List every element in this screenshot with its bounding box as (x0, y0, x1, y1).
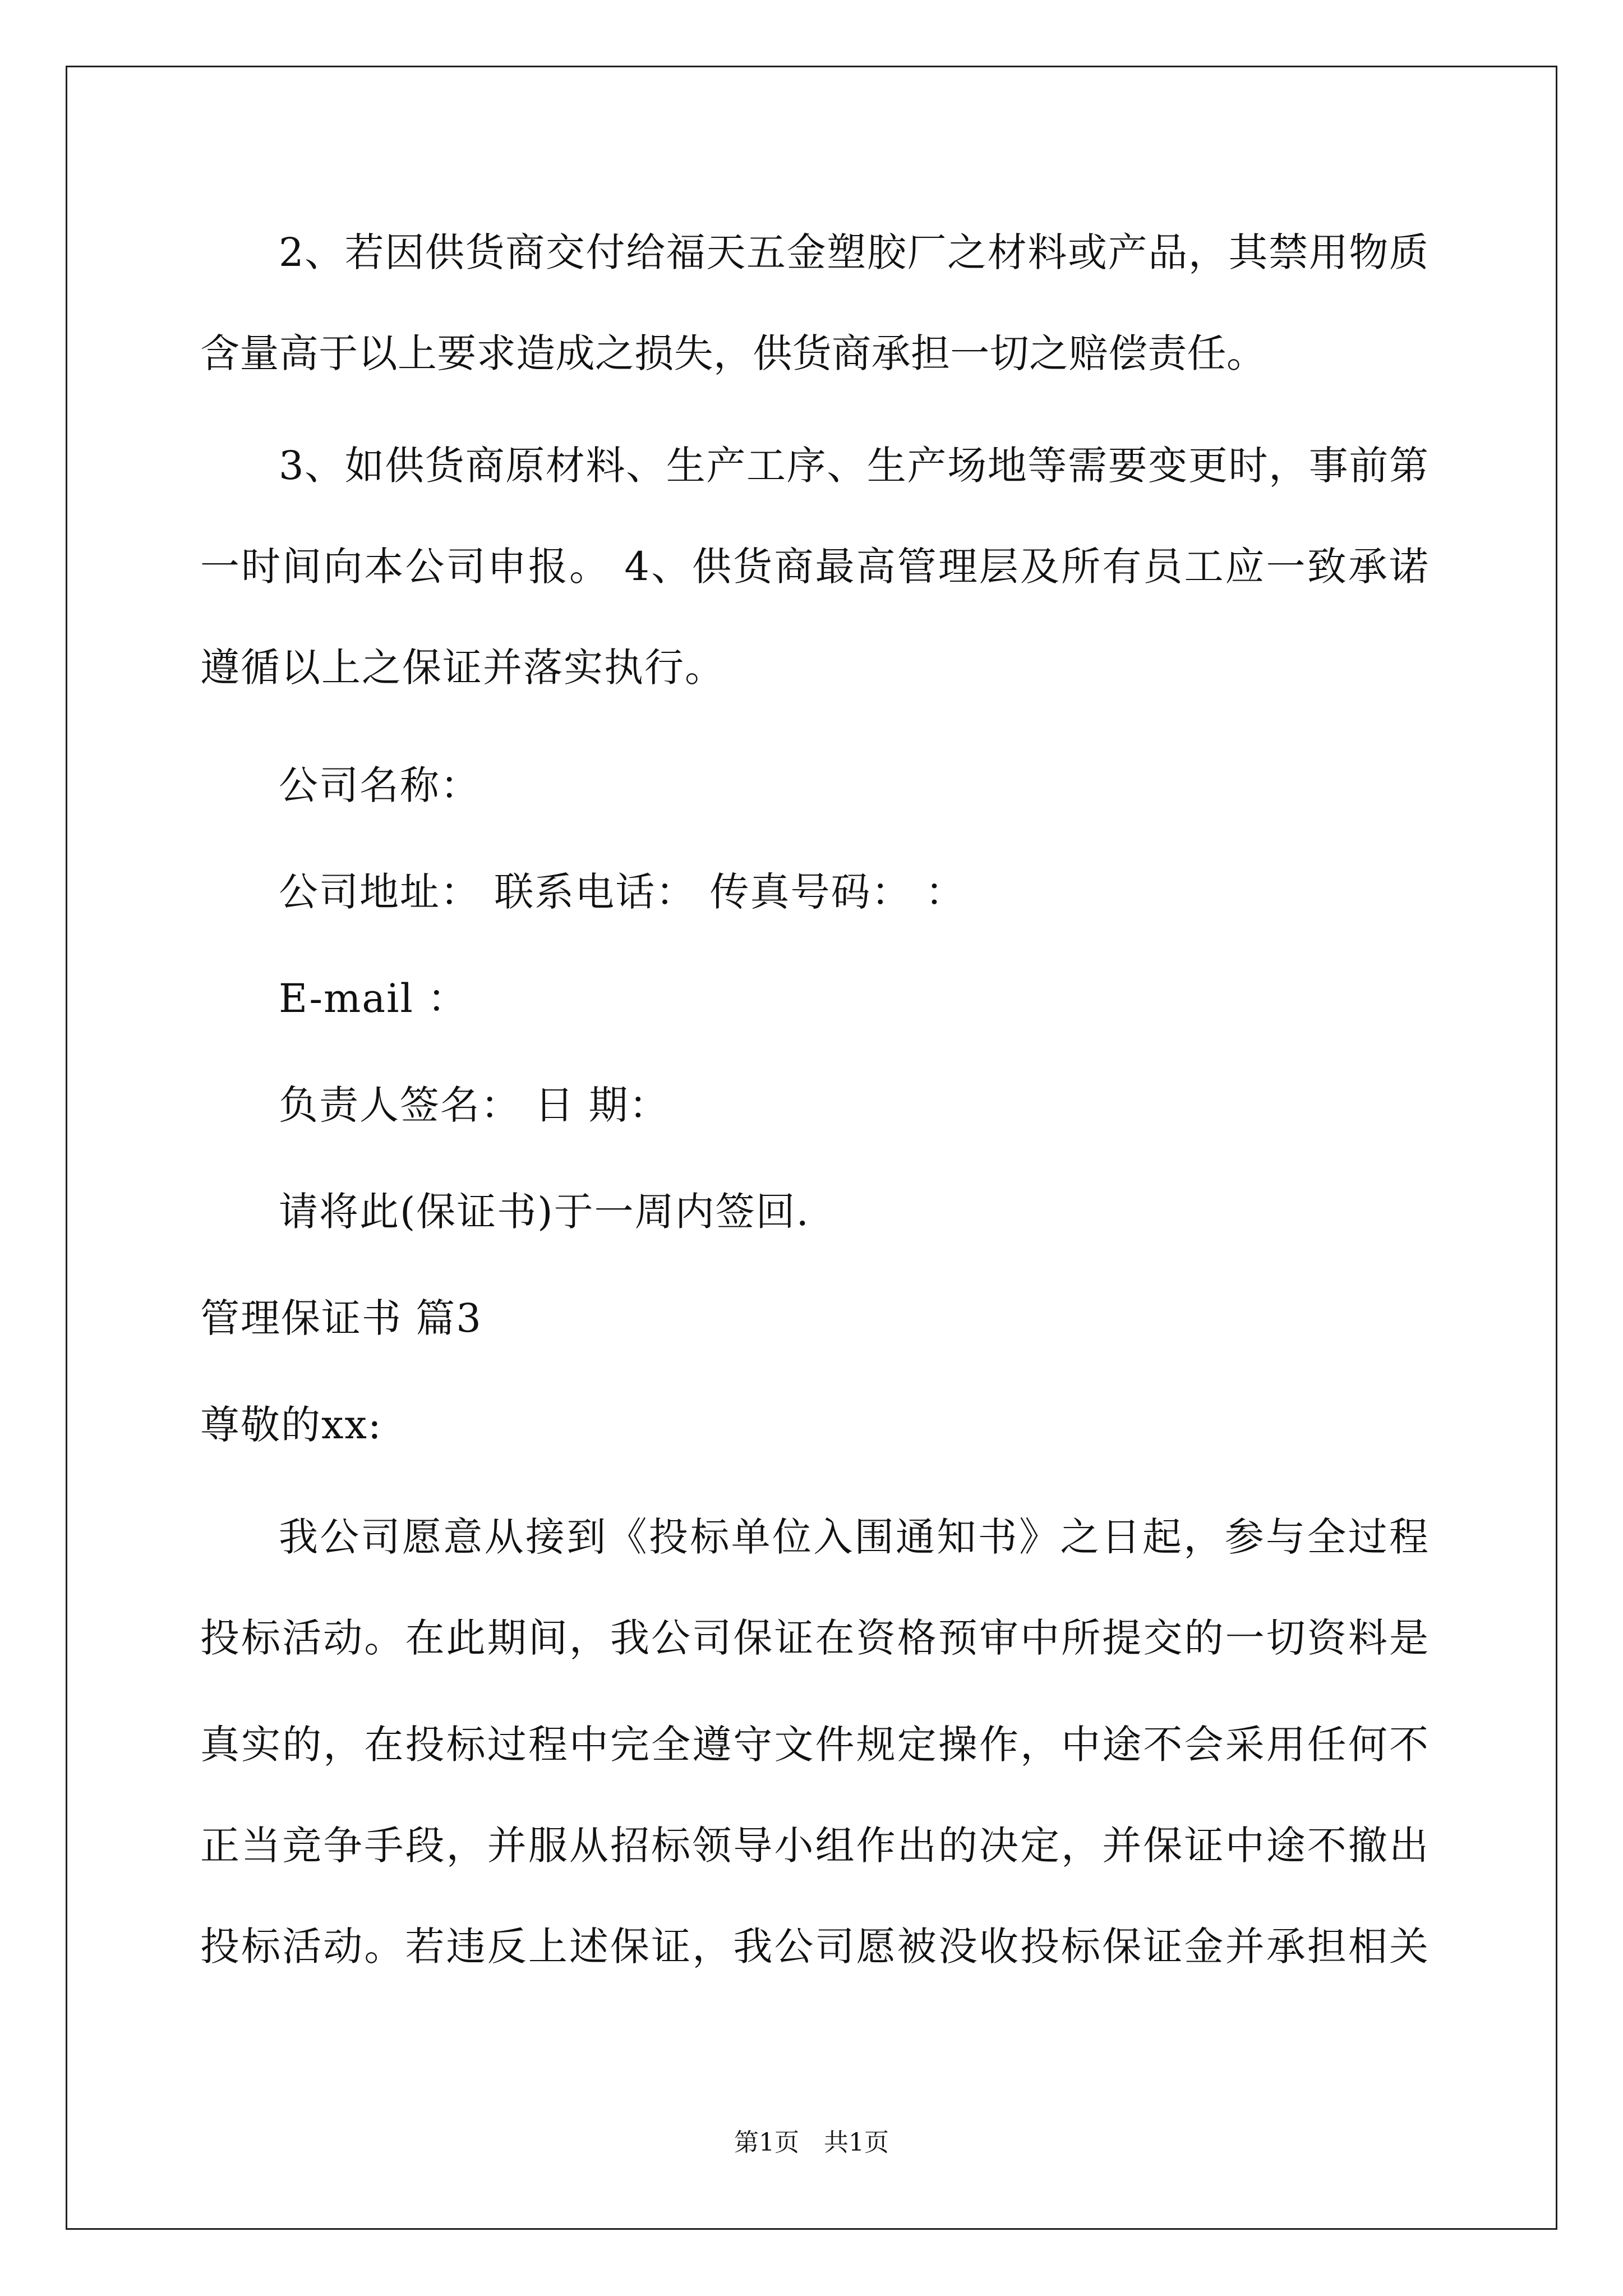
paragraph-line: 遵循以上之保证并落实执行。 (200, 645, 725, 691)
page-frame (66, 66, 1557, 2230)
contact-fields-line: 公司地址： 联系电话： 传真号码： ： (279, 869, 966, 915)
paragraph-line: 真实的，在投标过程中完全遵守文件规定操作，中途不会采用任何不 (200, 1722, 1428, 1768)
return-notice: 请将此(保证书)于一周内签回. (279, 1189, 810, 1235)
company-name-label: 公司名称： (279, 762, 481, 808)
paragraph-line: 2、若因供货商交付给福天五金塑胶厂之材料或产品，其禁用物质 (279, 229, 1428, 275)
page-footer: 第1页 共1页 (734, 2128, 889, 2157)
paragraph-line: 投标活动。在此期间，我公司保证在资格预审中所提交的一切资料是 (200, 1615, 1428, 1661)
paragraph-line: 我公司愿意从接到《投标单位入围通知书》之日起，参与全过程 (279, 1514, 1428, 1560)
section-heading: 管理保证书 篇3 (200, 1295, 482, 1341)
paragraph-line: 含量高于以上要求造成之损失，供货商承担一切之赔偿责任。 (200, 330, 1266, 376)
paragraph-line: 正当竞争手段，并服从招标领导小组作出的决定，并保证中途不撤出 (200, 1823, 1428, 1869)
email-label: E-mail ： (279, 976, 468, 1022)
paragraph-line: 一时间向本公司申报。 4、供货商最高管理层及所有员工应一致承诺 (200, 544, 1428, 590)
paragraph-line: 3、如供货商原材料、生产工序、生产场地等需要变更时，事前第 (279, 443, 1428, 489)
signature-date-line: 负责人签名： 日 期： (279, 1082, 670, 1128)
paragraph-line: 投标活动。若违反上述保证，我公司愿被没收投标保证金并承担相关 (200, 1924, 1428, 1970)
salutation: 尊敬的xx: (200, 1402, 382, 1448)
